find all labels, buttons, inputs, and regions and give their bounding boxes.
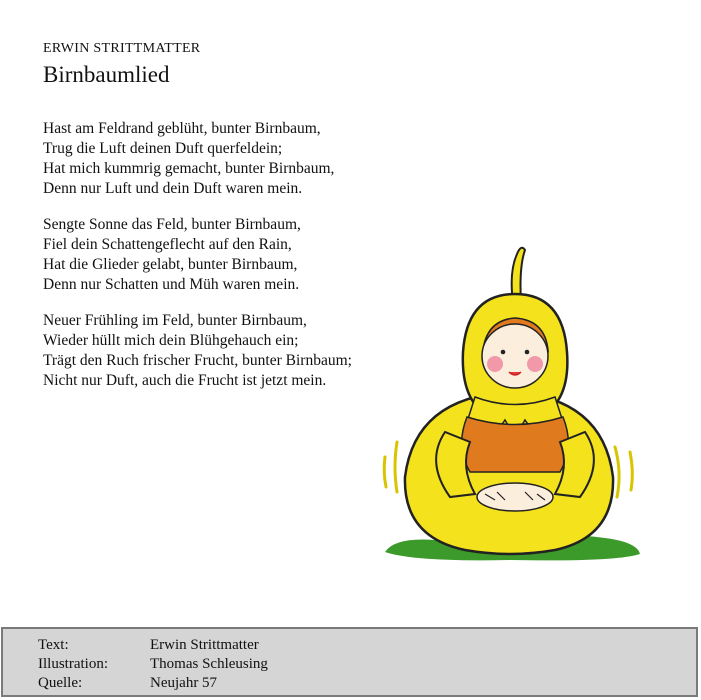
- poem-line: Trug die Luft deinen Duft querfeldein;: [43, 140, 283, 157]
- credits-box: [1, 627, 698, 697]
- credit-text-label: Text:: [38, 637, 69, 653]
- cheek-right: [527, 356, 543, 372]
- doll-face: [482, 324, 548, 388]
- stanza-2: [43, 215, 352, 295]
- poem-line: Fiel dein Schattengeflecht auf den Rain,: [43, 236, 292, 253]
- credit-illustration-label: Illustration:: [38, 656, 108, 672]
- credit-source-row: [38, 674, 217, 692]
- poem-line: Wieder hüllt mich dein Blühgehauch ein;: [43, 332, 299, 349]
- author-name: ERWIN STRITTMATTER: [43, 41, 201, 56]
- poem-line: Denn nur Schatten und Müh waren mein.: [43, 276, 300, 293]
- stanza-1: [43, 119, 352, 199]
- poem-line: Hat die Glieder gelabt, bunter Birnbaum,: [43, 256, 298, 273]
- eye-left: [501, 350, 506, 355]
- credit-text-row: [38, 636, 259, 654]
- poem-line: Denn nur Luft und dein Duft waren mein.: [43, 180, 303, 197]
- credit-illustration-value: Thomas Schleusing: [150, 656, 268, 672]
- credit-source-value: Neujahr 57: [150, 675, 218, 691]
- pear-doll-illustration: [375, 232, 645, 572]
- credit-source-label: Quelle:: [38, 675, 83, 691]
- poem-title: Birnbaumlied: [43, 62, 170, 87]
- cheek-left: [487, 356, 503, 372]
- stanza-3: [43, 311, 352, 391]
- poem-body: [43, 119, 352, 407]
- poem-line: Neuer Frühling im Feld, bunter Birnbaum,: [43, 312, 307, 329]
- poem-line: Nicht nur Duft, auch die Frucht ist jetzt mein.: [43, 372, 327, 389]
- poem-line: Hast am Feldrand geblüht, bunter Birnbaum,: [43, 120, 321, 137]
- poem-line: Trägt den Ruch frischer Frucht, bunter Birnbaum;: [43, 352, 352, 369]
- eye-right: [525, 350, 530, 355]
- poem-line: Sengte Sonne das Feld, bunter Birnbaum,: [43, 216, 301, 233]
- credit-illustration-row: [38, 655, 268, 673]
- credit-text-value: Erwin Strittmatter: [150, 637, 259, 653]
- doll-dress: [462, 417, 569, 472]
- poem-line: Hat mich kummrig gemacht, bunter Birnbaum,: [43, 160, 335, 177]
